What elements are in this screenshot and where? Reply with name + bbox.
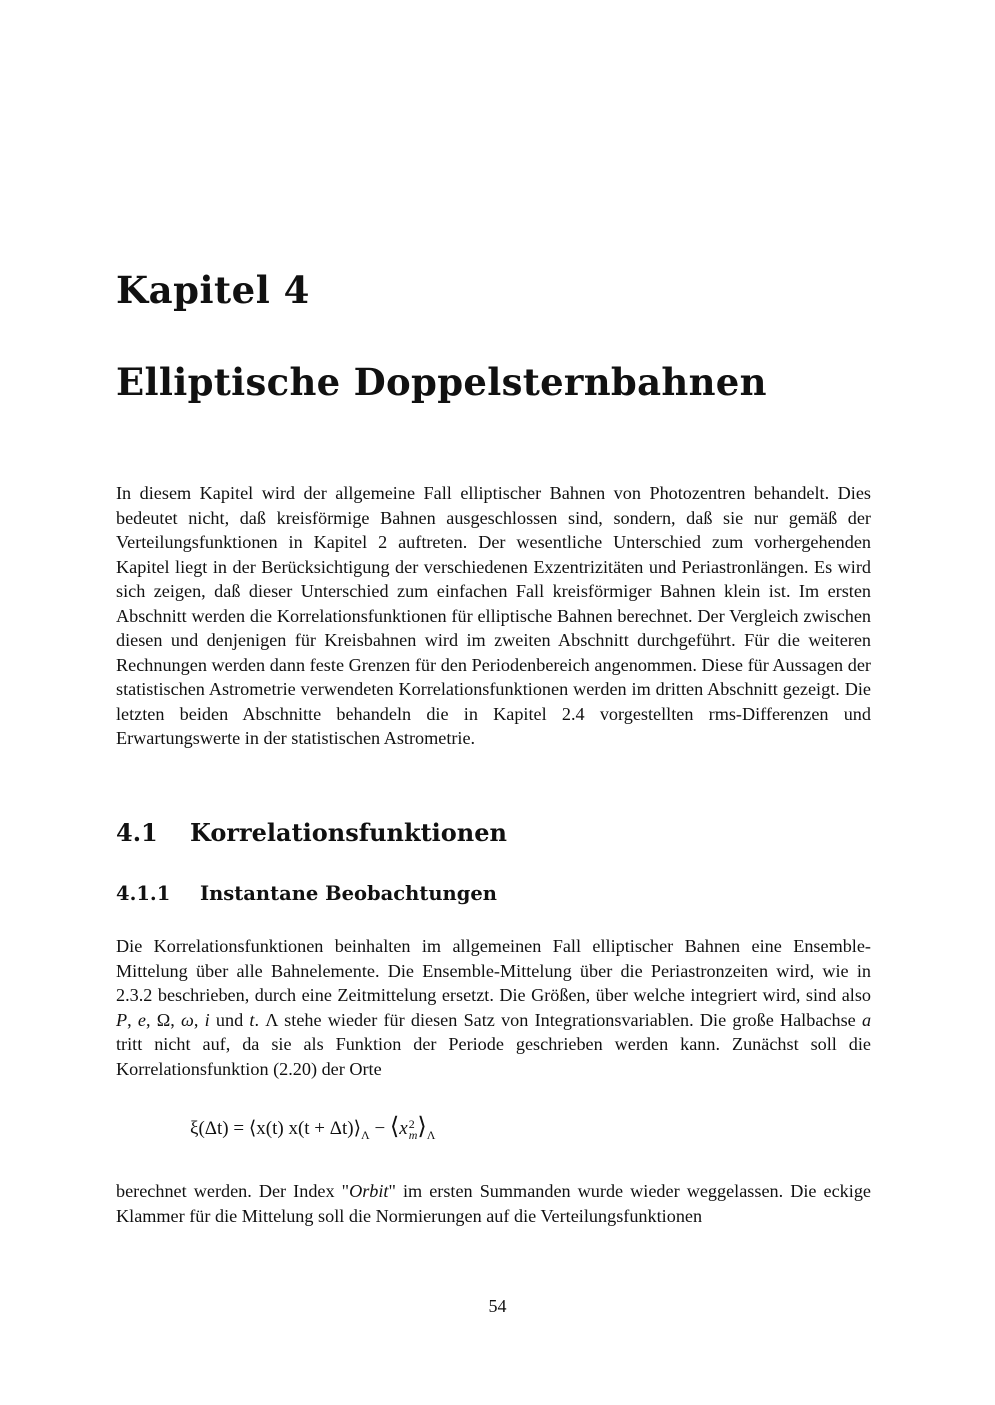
body-paragraph-2: Die Korrelationsfunktionen beinhalten im allgemeinen Fall elliptischer Bahnen eine Ensemble-Mittelung über alle Bahnelemente. Die Ensemble-Mittelung über die Periastronzeiten wird, wie in 2.3.2 beschrieben, durch eine Zeitmittelung ersetzt. Die Größen, über welche integriert wird, sind also P, e, Ω, ω, i und t. Λ stehe wieder für diesen Satz von Integrationsvariablen. Die große Halbachse a tritt nicht auf, da sie als Funktion der Periode geschrieben werden kann. Zunächst soll die Korrelationsfunktion (2.20) der Orte: [116, 936, 872, 1079]
section-number: 4.1: [116, 818, 158, 847]
eq-term1: ⟨x(t) x(t + Δt)⟩: [248, 1118, 361, 1139]
eq-var-x: x: [399, 1118, 408, 1139]
subsection-heading: [116, 882, 497, 905]
body-paragraph-3: [116, 1179, 871, 1228]
var-i: i: [204, 1009, 210, 1030]
para2-text-2: stehe wieder für diesen Satz von Integrationsvariablen. Die große Halbachse: [277, 1009, 862, 1030]
eq-lhs: ξ(Δt) =: [190, 1118, 249, 1139]
eq-close-bracket: ⟩: [417, 1114, 427, 1140]
section-title: Korrelationsfunktionen: [190, 818, 507, 847]
eq-sub1: Λ: [361, 1127, 370, 1142]
subsection-number: 4.1.1: [116, 882, 171, 905]
var-a: a: [861, 1009, 872, 1030]
section-heading: [116, 818, 507, 847]
var-Lambda: Λ: [265, 1009, 278, 1030]
var-P: P: [116, 1009, 128, 1030]
para2-text-1: Die Korrelationsfunktionen beinhalten im allgemeinen Fall elliptischer Bahnen eine Ensemble-Mittelung über alle Bahnelemente. Die Ensemble-Mittelung über die Periastronzeiten wird, wie in 2.3.2 beschrieben, durch eine Zeitmittelung ersetzt. Die Größen, über welche integriert wird, sind also: [116, 936, 871, 1005]
chapter-title: Elliptische Doppelsternbahnen: [116, 360, 767, 404]
eq-sub2: Λ: [426, 1127, 436, 1142]
para3-text-1: berechnet werden. Der Index ": [116, 1181, 350, 1201]
chapter-label: Kapitel 4: [116, 268, 310, 312]
var-t: t: [249, 1009, 255, 1030]
eq-minus: −: [369, 1118, 390, 1139]
subsection-title: Instantane Beobachtungen: [200, 882, 497, 905]
para3-text-2: " im ersten Summanden wurde wieder weggelassen. Die eckige Klammer für die Mittelung soll die Normierungen auf die Verteilungsfunktionen: [116, 1181, 871, 1226]
var-e: e: [137, 1009, 146, 1030]
eq-sup-2: 2: [408, 1116, 415, 1131]
page-number: 54: [488, 1296, 507, 1316]
var-omega: ω: [181, 1009, 194, 1030]
intro-paragraph: In diesem Kapitel wird der allgemeine Fall elliptischer Bahnen von Photozentren behandelt. Dies bedeutet nicht, daß kreisförmige Bahnen ausgeschlossen sind, sondern, daß sie nur gemäß der Verteilungsfunktionen in Kapitel 2 auftreten. Der wesentliche Unterschied zum vorhergehenden Kapitel liegt in der Berücksichtigung der verschiedenen Exzentrizitäten und Periastronlängen. Es wird sich zeigen, daß dieser Unterschied zum einfachen Fall kreisförmiger Bahnen klein ist. Im ersten Abschnitt werden die Korrelationsfunktionen für elliptische Bahnen berechnet. Der Vergleich zwischen diesen und denjenigen für Kreisbahnen wird im zweiten Abschnitt durchgeführt. Für die weiteren Rechnungen werden dann feste Grenzen für den Periodenbereich angenommen. Diese für Aussagen der statistischen Astrometrie verwendeten Korrelationsfunktionen werden im dritten Abschnitt gezeigt. Die letzten beiden Abschnitte behandeln die in Kapitel 2.4 vorgestellten rms-Differenzen und Erwartungswerte in der statistischen Astrometrie.: [116, 483, 871, 748]
var-Omega: Ω: [156, 1009, 171, 1030]
orbit-index: Orbit: [349, 1181, 389, 1201]
word-und: und: [209, 1009, 250, 1030]
correlation-equation: [190, 1112, 435, 1143]
eq-sub-m: m: [408, 1127, 418, 1142]
para2-text-3: tritt nicht auf, da sie als Funktion der Periode geschrieben werden kann. Zunächst soll die Korrelationsfunktion (2.20) der Orte: [116, 1034, 871, 1079]
eq-open-bracket: ⟨: [389, 1114, 400, 1140]
